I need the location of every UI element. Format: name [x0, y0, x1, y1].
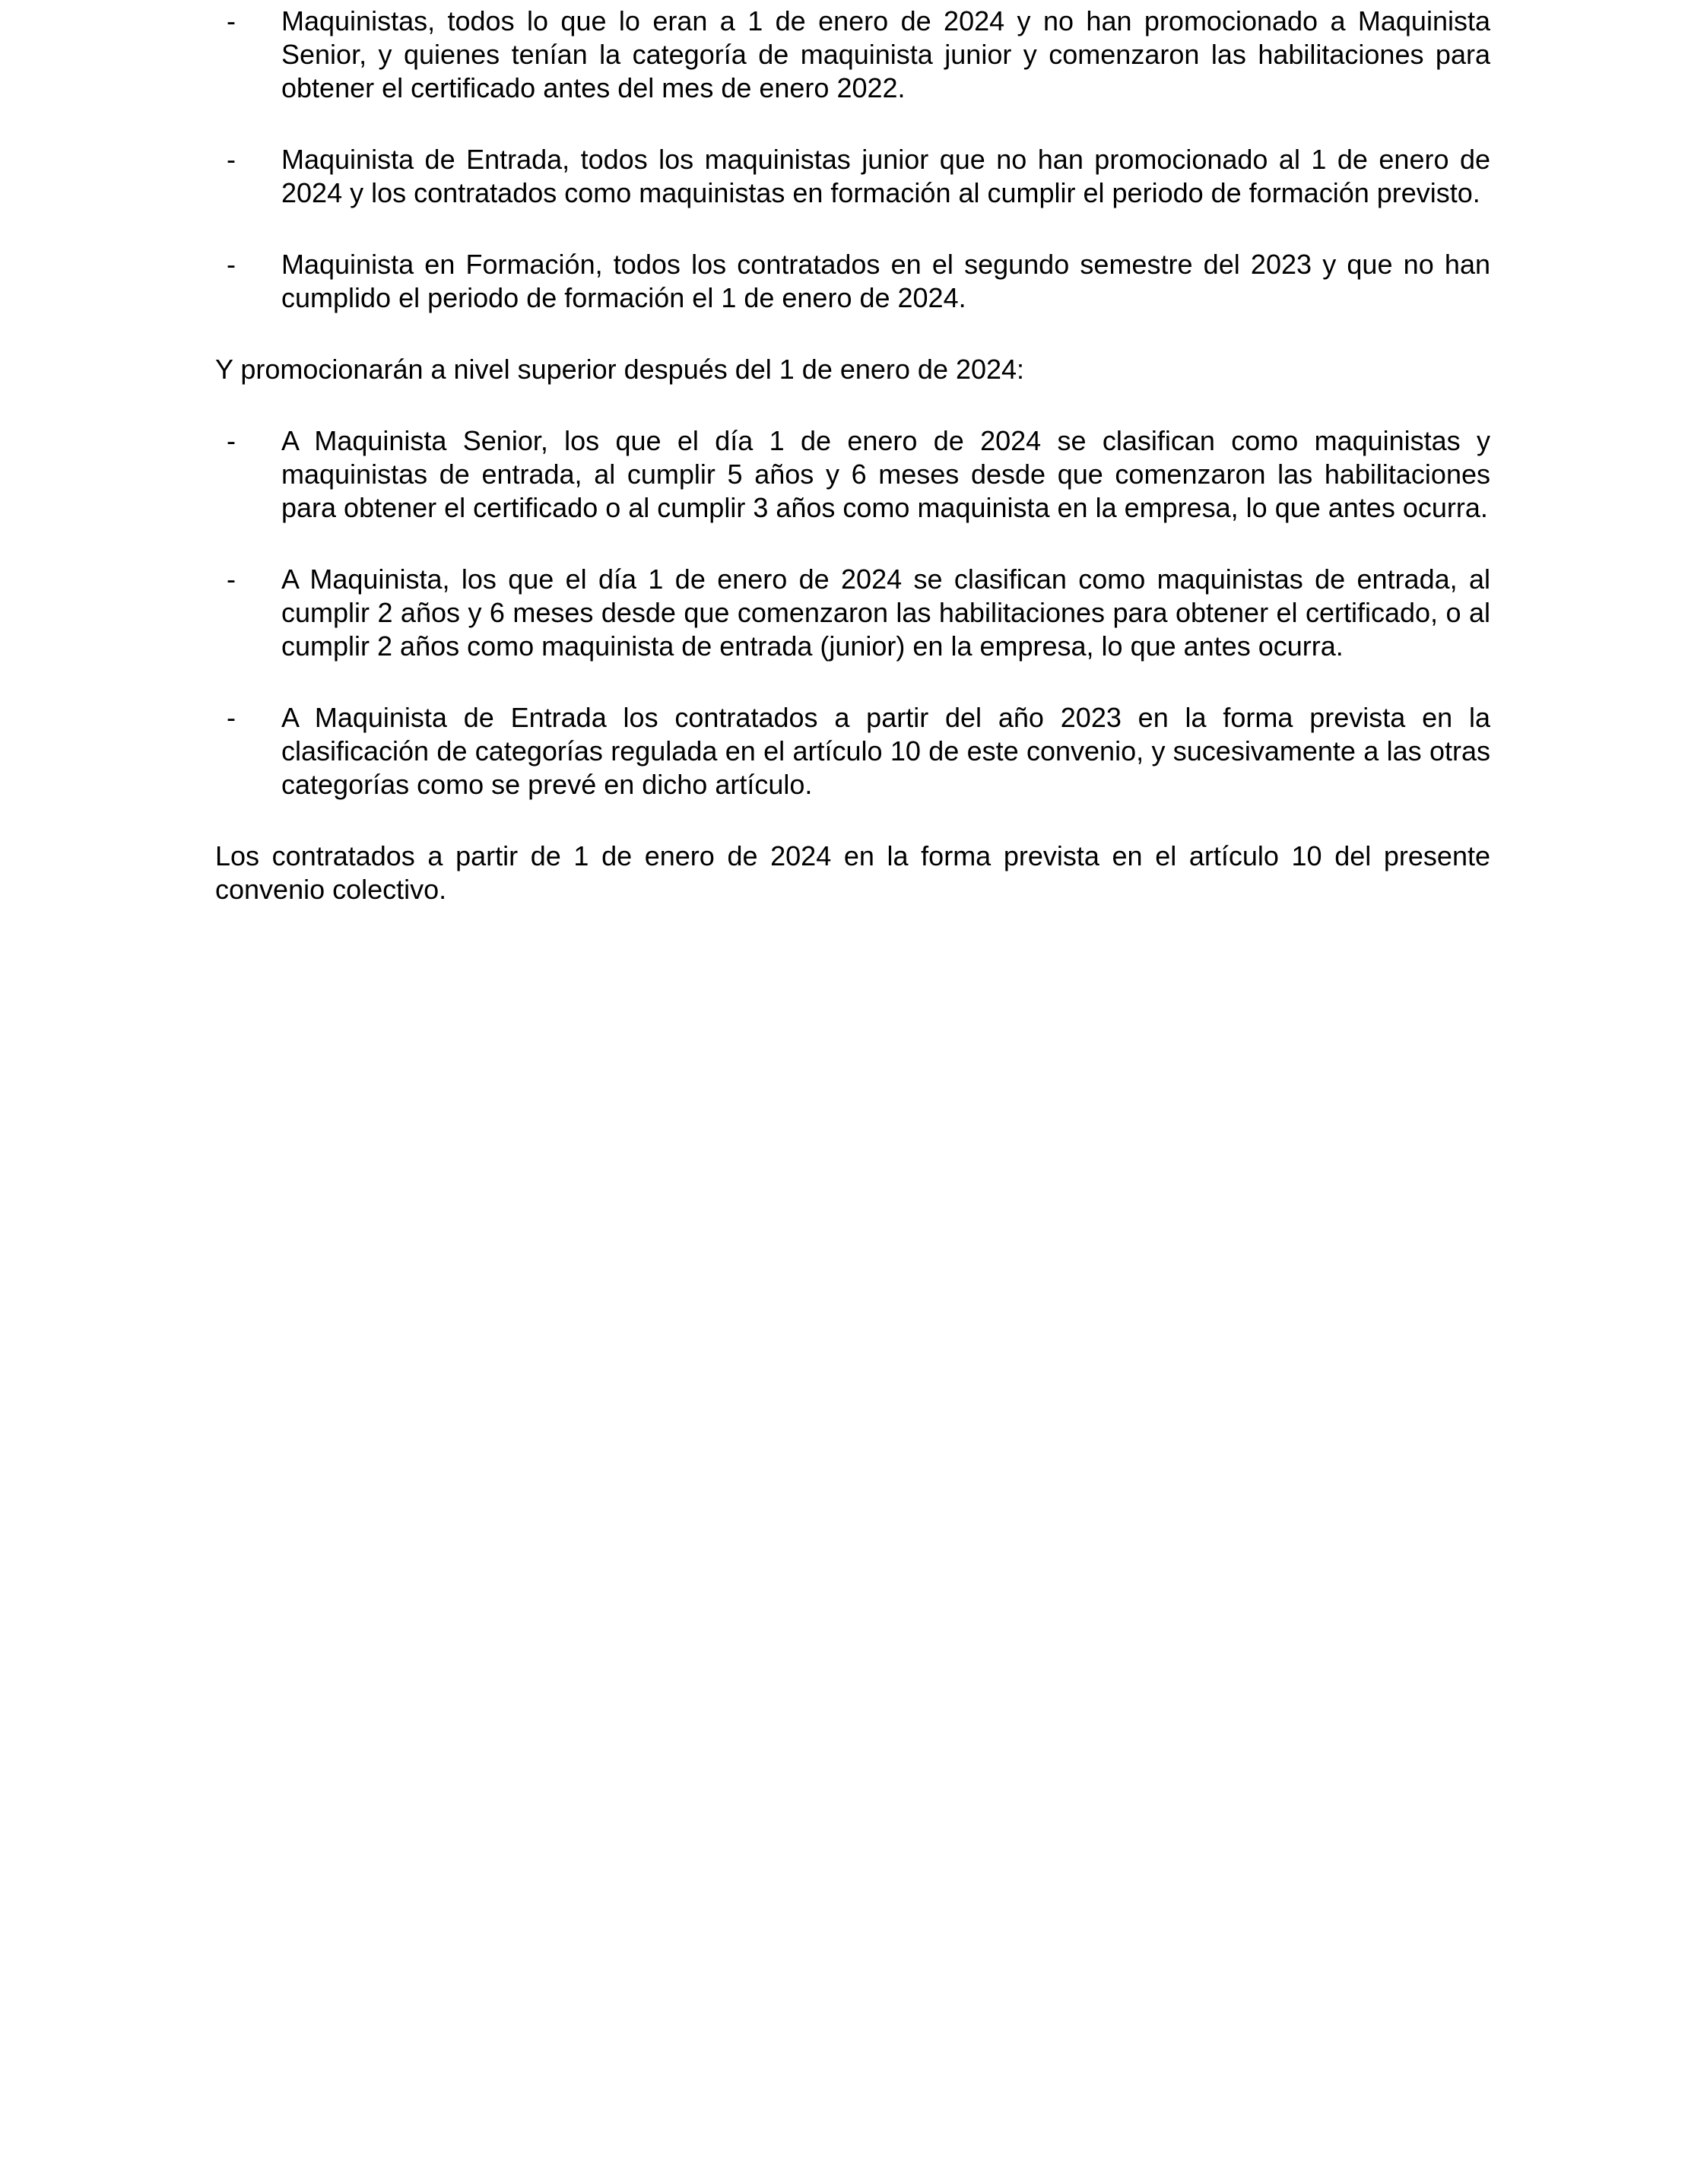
- bullet-text: Maquinista de Entrada, todos los maquinistas junior que no han promocionado al 1 de enero de 2024 y los contratados como maquinistas en formación al cumplir el periodo de formación previsto.: [281, 144, 1490, 208]
- list-item: [215, 5, 1490, 105]
- bullet-dash: -: [227, 249, 236, 280]
- list-item: [215, 701, 1490, 802]
- list-item: [215, 563, 1490, 663]
- bullet-text: Maquinista en Formación, todos los contratados en el segundo semestre del 2023 y que no han cumplido el periodo de formación el 1 de enero de 2024.: [281, 249, 1490, 313]
- bullet-dash: -: [227, 144, 236, 175]
- bullet-dash: -: [227, 425, 236, 456]
- bullet-text: A Maquinista de Entrada los contratados a partir del año 2023 en la forma prevista en la clasificación de categorías regulada en el artículo 10 de este convenio, y sucesivamente a las otras categorías como se prevé en dicho artículo.: [281, 702, 1490, 800]
- bullet-text: Maquinistas, todos lo que lo eran a 1 de enero de 2024 y no han promocionado a Maquinista Senior, y quienes tenían la categoría de maquinista junior y comenzaron las habilitaciones para obtener el certificado antes del mes de enero 2022.: [281, 5, 1490, 103]
- bullet-text: A Maquinista, los que el día 1 de enero de 2024 se clasifican como maquinistas de entrada, al cumplir 2 años y 6 meses desde que comenzaron las habilitaciones para obtener el certificado, o al cumplir 2 años como maquinista de entrada (junior) en la empresa, lo que antes ocurra.: [281, 563, 1490, 662]
- bullet-dash: -: [227, 563, 236, 595]
- bullet-dash: -: [227, 702, 236, 733]
- closing-paragraph: Los contratados a partir de 1 de enero de 2024 en la forma prevista en el artículo 10 del presente convenio colectivo.: [215, 840, 1490, 905]
- list-item: [215, 248, 1490, 315]
- bullet-dash: -: [227, 5, 236, 37]
- list-item: [215, 143, 1490, 210]
- promotion-intro-paragraph: Y promocionarán a nivel superior después del 1 de enero de 2024:: [215, 354, 1025, 385]
- list-item: [215, 424, 1490, 525]
- bullet-text: A Maquinista Senior, los que el día 1 de enero de 2024 se clasifican como maquinistas y maquinistas de entrada, al cumplir 5 años y 6 meses desde que comenzaron las habilitaciones para obtener el certificado o al cumplir 3 años como maquinista en la empresa, lo que antes ocurra.: [281, 425, 1490, 523]
